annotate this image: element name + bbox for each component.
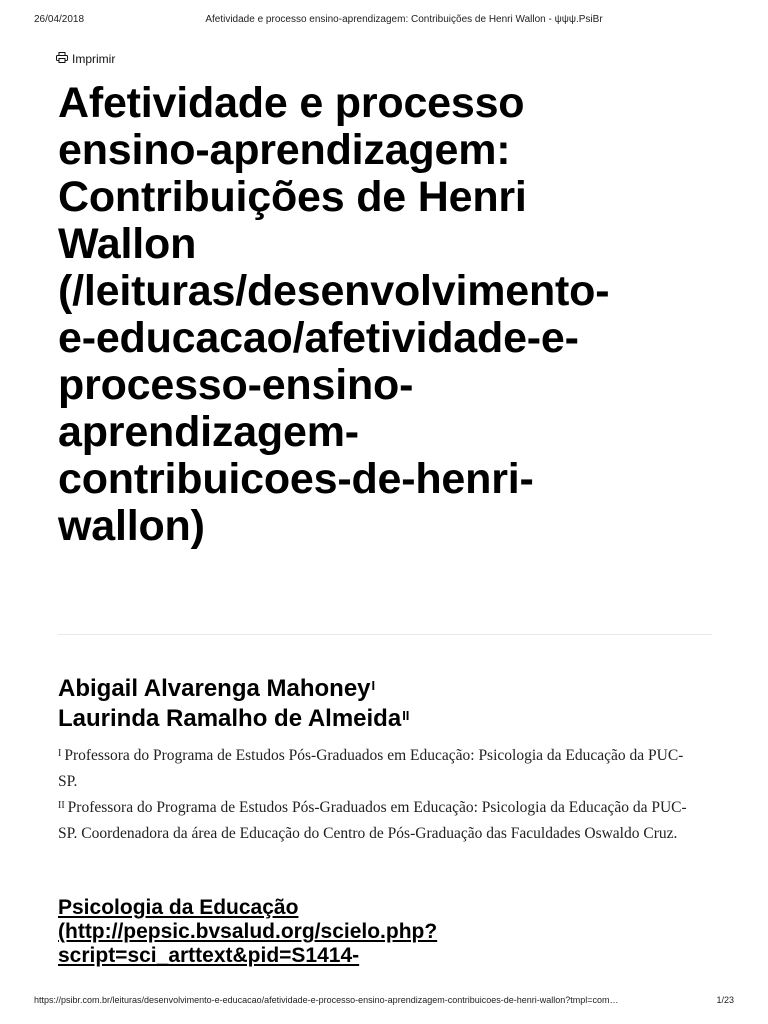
title-line: Contribuições de Henri	[58, 173, 527, 221]
print-link[interactable]	[56, 52, 115, 66]
section-link[interactable]	[58, 896, 437, 968]
affiliation-text: Professora do Programa de Estudos Pós-Graduados em Educação: Psicologia da Educação da PUC-SP.	[58, 747, 684, 790]
section-link-line[interactable]: script=sci_arttext&pid=S1414-	[58, 944, 360, 967]
article-title	[58, 80, 748, 550]
affiliation	[58, 743, 698, 795]
title-line: processo-ensino-	[58, 361, 414, 409]
affiliation-mark: II	[58, 800, 65, 811]
print-date: 26/04/2018	[34, 14, 85, 25]
print-page-title: Afetividade e processo ensino-aprendizagem: Contribuições de Henri Wallon - ψψψ.PsiBr	[205, 14, 603, 25]
author	[58, 674, 409, 704]
section-link-line[interactable]: Psicologia da Educação	[58, 896, 299, 919]
affiliation-mark: I	[58, 748, 62, 759]
section-link-line[interactable]: (http://pepsic.bvsalud.org/scielo.php?	[58, 920, 438, 943]
title-line: aprendizagem-	[58, 408, 359, 456]
author-mark: I	[371, 678, 376, 693]
title-line: (/leituras/desenvolvimento-	[58, 267, 610, 315]
print-label: Imprimir	[72, 52, 116, 66]
affiliations	[58, 743, 698, 847]
title-line: wallon)	[58, 502, 205, 550]
title-line: ensino-aprendizagem:	[58, 126, 511, 174]
printer-icon	[56, 52, 68, 66]
title-line: contribuicoes-de-henri-	[58, 455, 534, 503]
affiliation	[58, 795, 698, 847]
author-name: Laurinda Ramalho de Almeida	[58, 705, 402, 732]
author-list	[58, 674, 409, 734]
title-line: Afetividade e processo	[58, 79, 525, 127]
divider	[58, 634, 712, 635]
title-line: Wallon	[58, 220, 197, 268]
affiliation-text: Professora do Programa de Estudos Pós-Graduados em Educação: Psicologia da Educação da PUC-SP. Coordenadora da área de Educação do Centro de Pós-Graduação das Faculdades Oswaldo Cruz.	[58, 799, 687, 842]
author-name: Abigail Alvarenga Mahoney	[58, 675, 371, 702]
footer-url: https://psibr.com.br/leituras/desenvolvimento-e-educacao/afetividade-e-processo-ensino-aprendizagem-contribuicoes-de-henri-wallon?tmpl=com…	[34, 995, 619, 1005]
author-mark: II	[402, 708, 410, 723]
page-number: 1/23	[716, 995, 734, 1005]
title-line: e-educacao/afetividade-e-	[58, 314, 579, 362]
author	[58, 704, 409, 734]
